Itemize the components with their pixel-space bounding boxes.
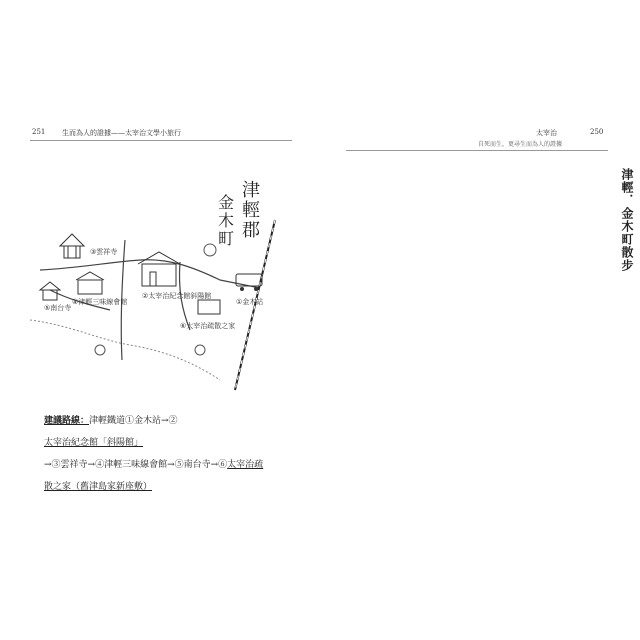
- building-icon-4: [76, 272, 104, 294]
- place-3-label: ③雲祥寺: [90, 248, 118, 256]
- building-icon-6: [198, 300, 220, 314]
- suggested-route: [44, 410, 276, 498]
- section-title: 津輕．金木町散步: [620, 168, 634, 272]
- map-title-col1: 津: [242, 180, 260, 201]
- page-number-left: 251: [32, 128, 46, 136]
- town-map: [30, 150, 292, 400]
- running-head-left: 生而為人的證據——太宰治文學小旅行: [62, 129, 181, 137]
- place-2-label: ②太宰治紀念館斜陽館: [142, 292, 212, 300]
- place-1-label: ①金木站: [236, 298, 264, 306]
- running-head-right: 太宰治: [536, 129, 557, 137]
- svg-text:町: 町: [218, 229, 235, 248]
- svg-text:郡: 郡: [242, 220, 260, 241]
- place-5-label: ⑤南台寺: [44, 304, 72, 312]
- route-prefix: 建議路線：: [44, 416, 90, 426]
- svg-text:木: 木: [218, 211, 235, 230]
- place-6-label: ⑥太宰治疏散之家: [180, 322, 236, 330]
- route-line-2: →③雲祥寺→④津輕三味線會館→⑤南台寺→⑥太宰治疏: [44, 460, 264, 470]
- map-title: [218, 180, 260, 248]
- temple-icon-3: [60, 234, 84, 258]
- svg-text:金: 金: [218, 193, 235, 212]
- running-subhead-right: 自死而生，更尋生而為人的證據: [478, 141, 563, 148]
- temple-icon-5: [40, 282, 60, 300]
- building-icon-2: [138, 252, 180, 286]
- route-line-3: 散之家（舊津島家新座敷）: [44, 482, 153, 492]
- header-rule-left: [30, 140, 292, 141]
- right-page: [320, 0, 640, 640]
- page-number-right: 250: [590, 128, 604, 136]
- header-rule-right: [346, 150, 608, 151]
- place-4-label: ④津輕三味線會館: [72, 298, 128, 306]
- route-line-1: 建議路線：津輕鐵道①金木站→②太宰治紀念館「斜陽館」: [44, 416, 178, 448]
- svg-text:輕: 輕: [242, 200, 260, 221]
